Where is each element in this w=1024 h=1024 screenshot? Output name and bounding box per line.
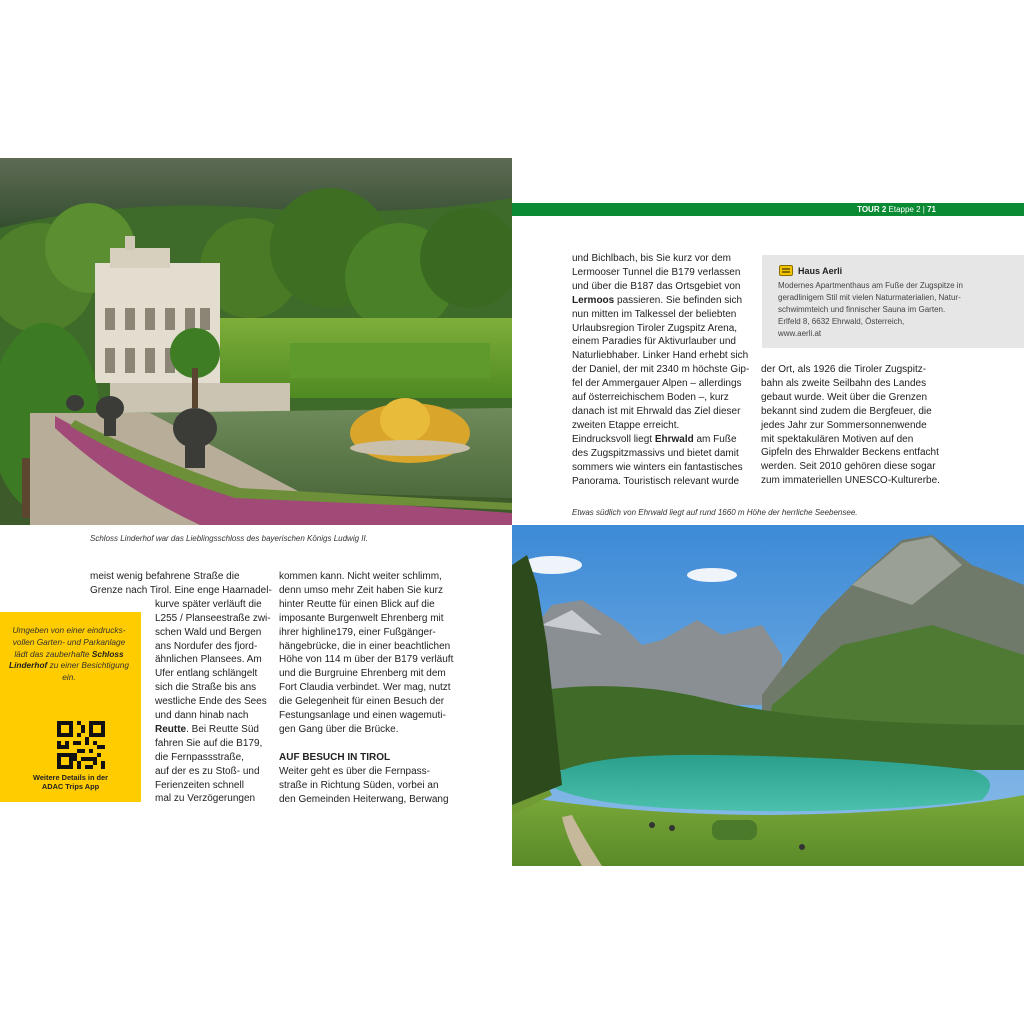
right-col2-line: werden. Seit 2010 gehören diese sogar — [761, 461, 936, 473]
right-col2-line: der Ort, als 1926 die Tiroler Zugspitz- — [761, 364, 927, 375]
text-run: passieren. Sie befinden sich — [614, 294, 743, 306]
teaser-highlight: Schloss Linderhof — [9, 648, 124, 671]
right-col1-line — [572, 335, 749, 349]
infobox-line: Modernes Apartmenthaus am Fuße der Zugspitze in — [778, 281, 963, 290]
left-col2-line — [279, 695, 453, 709]
text-run: imposante Burgenwelt Ehrenberg mit — [279, 612, 444, 624]
bold-term: Ehrwald — [654, 433, 694, 445]
infobox-body — [778, 280, 1018, 340]
text-column-left-2 — [279, 570, 453, 806]
right-col2-line: zum immateriellen UNESCO-Kulturerbe. — [761, 475, 940, 487]
left-col1-line — [155, 751, 244, 765]
qr-label-line-1: Weitere Details in der — [32, 773, 109, 782]
text-run: einem Paradies für Aktivurlauber und — [572, 336, 736, 348]
text-column-right-1 — [572, 252, 749, 488]
teaser-box — [0, 612, 141, 802]
right-col1-line — [572, 447, 749, 461]
left-col1-line — [155, 653, 262, 667]
text-run: die Fernpassstraße, — [155, 751, 244, 763]
caption-seebensee: Etwas südlich von Ehrwald liegt auf rund 1660 m Höhe der herrliche Seebensee. — [572, 508, 858, 517]
text-run: den Gemeinden Heiterwang, Berwang — [279, 793, 449, 805]
text-run: der Daniel, der mit 2340 m höchste Gip- — [572, 364, 750, 376]
left-col1-line — [155, 598, 262, 612]
left-col2-line — [279, 584, 453, 598]
text-run: Weiter geht es über die Fernpass- — [279, 765, 431, 777]
text-run: Höhe von 114 m über der B179 verläuft — [279, 654, 454, 666]
right-col1-line — [572, 377, 749, 391]
text-run: straße in Richtung Süden, vorbei an — [279, 779, 439, 791]
left-col1-line — [155, 626, 261, 640]
text-run: danach ist mit Ehrwald das Ziel dieser — [572, 405, 741, 417]
photo-seebensee — [512, 525, 1024, 866]
text-run: Urlaubsregion Tiroler Zugspitz Arena, — [572, 322, 738, 334]
right-col1-line — [572, 433, 749, 447]
left-col2-line — [279, 765, 453, 779]
right-col2-line: bekannt sind zudem die Bergfeuer, die — [761, 405, 932, 417]
left-col1-line — [155, 779, 244, 793]
text-run: meist wenig befahrene Straße die — [90, 571, 240, 582]
left-col2-line — [279, 723, 453, 737]
text-run: fahren Sie auf die B179, — [155, 737, 263, 749]
right-col1-line — [572, 461, 749, 475]
right-col1-line — [572, 419, 749, 433]
qr-label-line-2: ADAC Trips App — [41, 782, 100, 791]
left-col2-line — [279, 709, 453, 723]
left-col2-line — [279, 793, 453, 807]
text-run: mal zu Verzögerungen — [155, 793, 256, 805]
text-run: Ferienzeiten schnell — [155, 779, 244, 791]
text-run: auf der es zu Stoß- und — [155, 765, 260, 777]
text-run: gen Gang über die Brücke. — [279, 723, 399, 735]
left-col1-line — [155, 737, 262, 751]
right-col2-line: jedes Jahr zur Sommersonnenwende — [761, 419, 927, 431]
text-run: . Bei Reutte Süd — [186, 723, 259, 735]
bold-term: Reutte — [155, 723, 187, 735]
text-run: am Fuße — [693, 433, 737, 445]
left-col2-line — [279, 681, 453, 695]
left-col2-line — [279, 570, 453, 584]
right-col1-line — [572, 363, 749, 377]
text-run: nun mitten im Talkessel der beliebten — [572, 308, 737, 320]
header-separator: | — [922, 205, 925, 214]
right-col1-line — [572, 322, 749, 336]
infobox-line: schwimmteich und finnischer Sauna im Garten. — [778, 305, 946, 314]
text-run: Ufer entlang schlängelt — [155, 668, 258, 680]
right-col1-line — [572, 349, 749, 363]
text-run: ihrer highline179, einer Fußgänger- — [279, 626, 436, 638]
left-col1-line — [90, 584, 272, 598]
text-column-right-2 — [761, 363, 940, 488]
left-col2-line — [279, 653, 453, 667]
left-col2-line — [279, 612, 453, 626]
right-col2-line: Gipfeln des Ehrwalder Beckens entfacht — [761, 447, 939, 459]
right-col1-line — [572, 308, 749, 322]
text-run: fel der Ammergauer Alpen – allerdings — [572, 378, 742, 390]
text-run: Grenze nach Tirol. Eine enge Haarnadel- — [90, 584, 272, 596]
text-run: kurve später verläuft die — [155, 598, 262, 610]
left-col2-line — [279, 737, 453, 751]
right-col2-line: gebaut wurde. Weit über die Grenzen — [761, 391, 928, 403]
infobox-line: Erlfeld 8, 6632 Ehrwald, Österreich, — [778, 317, 905, 326]
text-run: ans Nordufer des fjord- — [155, 640, 258, 652]
right-col1-line — [572, 475, 749, 489]
text-run: hinter Reutte für einen Blick auf die — [279, 598, 435, 610]
left-col2-line — [279, 667, 453, 681]
infobox-line: www.aerli.at — [778, 329, 822, 338]
right-col1-line — [572, 405, 749, 419]
text-run: sommers wie winters ein fantastisches — [572, 461, 743, 473]
left-col2-line — [279, 598, 453, 612]
text-run: Festungsanlage und einen wagemuti- — [279, 710, 446, 722]
left-col1-line — [155, 640, 257, 654]
text-run: Lermooser Tunnel die B179 verlassen — [572, 266, 741, 278]
right-col2-line: bahn als zweite Seilbahn des Landes — [761, 377, 927, 389]
text-run: L255 / Planseestraße zwi- — [155, 612, 271, 624]
page-number: 71 — [927, 205, 936, 214]
right-col2-line: mit spektakulären Motiven auf den — [761, 433, 914, 445]
left-col1-line — [155, 709, 248, 723]
photo-schloss-linderhof — [0, 158, 512, 525]
text-run: kommen kann. Nicht weiter schlimm, — [279, 571, 442, 582]
text-run: und die Burgruine Ehrenberg mit dem — [279, 668, 446, 680]
infobox-line: geradlinigem Stil mit vielen Naturmaterialien, Natur- — [778, 293, 961, 302]
right-col1-line — [572, 294, 749, 308]
text-run: die Gelegenheit für einen Besuch der — [279, 696, 445, 708]
text-run: Fort Claudia verbindet. Wer mag, nutzt — [279, 682, 451, 694]
text-run: hängebrücke, die in einer beachtlichen — [279, 640, 451, 652]
bold-term: Lermoos — [572, 294, 615, 306]
text-run: zweiten Etappe erreicht. — [572, 419, 680, 431]
text-run: Panorama. Touristisch relevant wurde — [572, 475, 740, 487]
accommodation-infobox — [762, 255, 1024, 348]
text-run: des Zugspitzmassivs und bietet damit — [572, 447, 739, 459]
teaser-text-before: Umgeben von einer eindrucks- vollen Garten- und Parkanlage lädt das zauberhafte — [12, 625, 126, 659]
left-col1-line — [155, 681, 256, 695]
left-col1-line — [155, 792, 255, 806]
text-run: und über die B187 das Ortsgebiet von — [572, 280, 741, 292]
text-run: sich die Straße bis ans — [155, 682, 257, 694]
qr-label — [4, 773, 137, 791]
right-col1-line — [572, 391, 749, 405]
left-col2-line — [279, 751, 453, 765]
stage-label: Etappe 2 — [888, 205, 921, 214]
left-col2-line — [279, 626, 453, 640]
text-run: westliche Ende des Sees — [155, 696, 267, 708]
qr-code-icon[interactable] — [57, 721, 105, 769]
right-col1-line — [572, 252, 749, 266]
page-header-text — [857, 203, 936, 216]
bed-icon — [779, 265, 793, 276]
text-run: Naturliebhaber. Linker Hand erhebt sich — [572, 350, 749, 362]
teaser-text-after: zu einer Besichtigung ein. — [49, 660, 129, 683]
left-col1-line — [155, 723, 259, 737]
infobox-title: Haus Aerli — [798, 266, 843, 276]
page-header-bar — [512, 203, 1024, 216]
bold-term: AUF BESUCH IN TIROL — [279, 751, 391, 763]
teaser-text — [8, 625, 130, 684]
left-col1-line — [155, 695, 267, 709]
tour-label: TOUR 2 — [857, 205, 887, 214]
text-run: Eindrucksvoll liegt — [572, 433, 655, 445]
text-run: denn umso mehr Zeit haben Sie kurz — [279, 584, 443, 596]
text-run: und Bichlbach, bis Sie kurz vor dem — [572, 253, 731, 264]
left-col2-line — [279, 779, 453, 793]
caption-linderhof: Schloss Linderhof war das Lieblingsschloss des bayerischen Königs Ludwig II. — [90, 534, 368, 543]
text-run: und dann hinab nach — [155, 710, 249, 721]
left-col1-line — [155, 612, 271, 626]
left-col1-line — [155, 667, 257, 681]
left-col2-line — [279, 640, 453, 654]
right-col1-line — [572, 266, 749, 280]
text-run: auf österreichischem Boden –, kurz — [572, 392, 729, 404]
text-run: schen Wald und Bergen — [155, 626, 262, 638]
right-col1-line — [572, 280, 749, 294]
text-run: ähnlichen Plansees. Am — [155, 654, 262, 666]
left-col1-line — [90, 570, 240, 584]
left-col1-line — [155, 765, 260, 779]
